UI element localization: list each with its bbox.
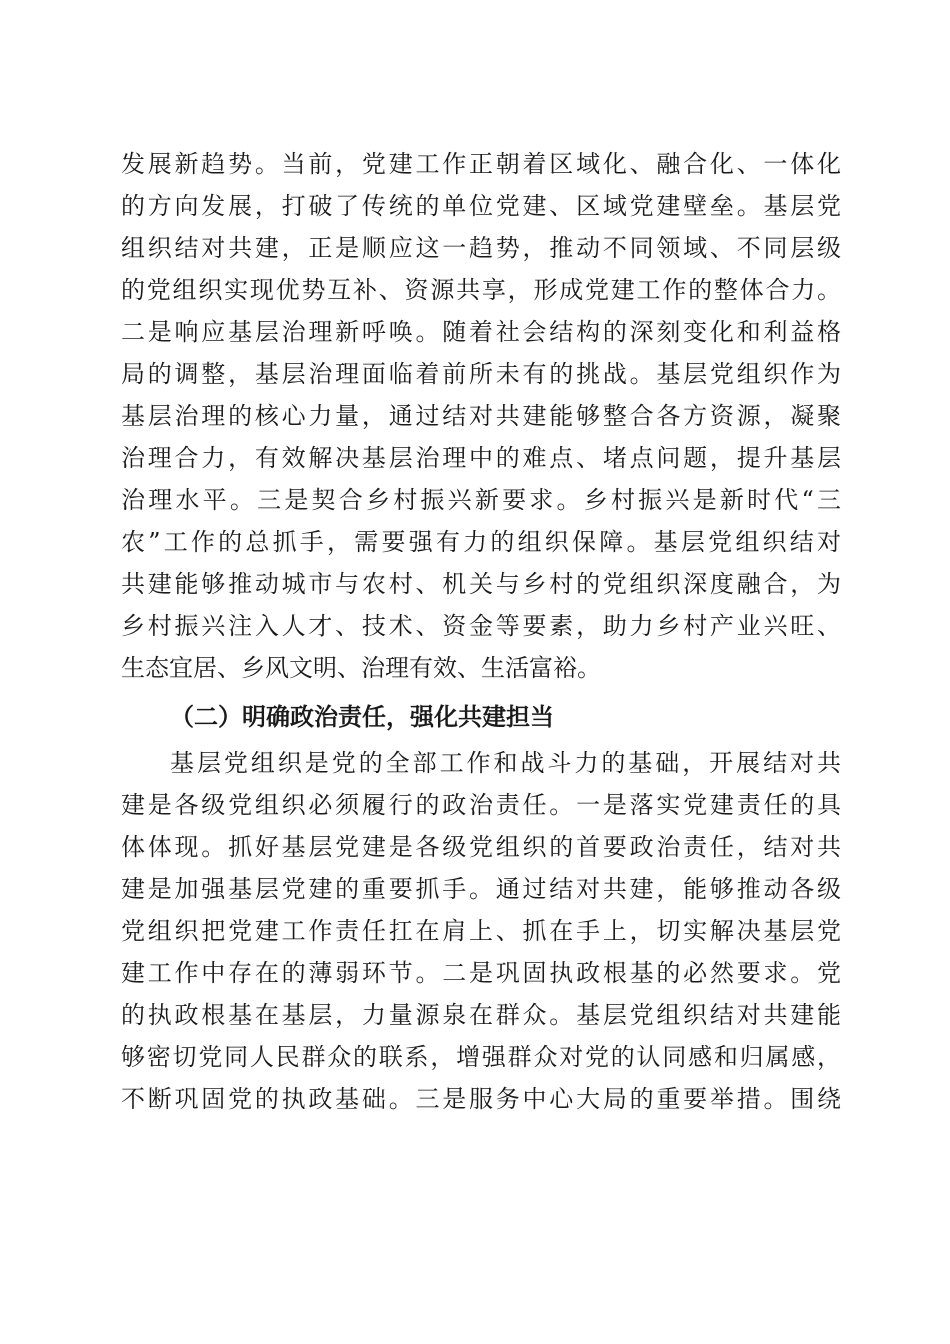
text-line: 组织结对共建，正是顺应这一趋势，推动不同领域、不同层级 xyxy=(121,234,841,262)
text-line: 治理水平。三是契合乡村振兴新要求。乡村振兴是新时代“三 xyxy=(121,486,841,514)
text-line: 治理合力，有效解决基层治理中的难点、堵点问题，提升基层 xyxy=(121,444,841,472)
text-line: 基层党组织是党的全部工作和战斗力的基础，开展结对共 xyxy=(170,749,841,777)
text-line: 基层治理的核心力量，通过结对共建能够整合各方资源，凝聚 xyxy=(121,402,841,430)
text-line: 不断巩固党的执政基础。三是服务中心大局的重要举措。围绕 xyxy=(121,1085,841,1113)
text-line: 够密切党同人民群众的联系，增强群众对党的认同感和归属感， xyxy=(121,1043,841,1071)
text-line: 发展新趋势。当前，党建工作正朝着区域化、融合化、一体化 xyxy=(121,150,841,178)
text-line: 乡村振兴注入人才、技术、资金等要素，助力乡村产业兴旺、 xyxy=(121,612,841,640)
text-line: 建是加强基层党建的重要抓手。通过结对共建，能够推动各级 xyxy=(121,875,841,903)
text-line: 建是各级党组织必须履行的政治责任。一是落实党建责任的具 xyxy=(121,791,841,819)
text-line: 党组织把党建工作责任扛在肩上、抓在手上，切实解决基层党 xyxy=(121,917,841,945)
text-line: 农”工作的总抓手，需要强有力的组织保障。基层党组织结对 xyxy=(121,528,841,556)
text-line: 体体现。抓好基层党建是各级党组织的首要政治责任，结对共 xyxy=(121,833,841,861)
text-line: 生态宜居、乡风文明、治理有效、生活富裕。 xyxy=(121,654,601,682)
text-line: 二是响应基层治理新呼唤。随着社会结构的深刻变化和利益格 xyxy=(121,318,841,346)
text-line: 的执政根基在基层，力量源泉在群众。基层党组织结对共建能 xyxy=(121,1001,841,1029)
text-line: 的党组织实现优势互补、资源共享，形成党建工作的整体合力。 xyxy=(121,276,841,304)
text-line: 共建能够推动城市与农村、机关与乡村的党组织深度融合，为 xyxy=(121,570,841,598)
text-line: 局的调整，基层治理面临着前所未有的挑战。基层党组织作为 xyxy=(121,360,841,388)
text-line: 的方向发展，打破了传统的单位党建、区域党建壁垒。基层党 xyxy=(121,192,841,220)
text-line: 建工作中存在的薄弱环节。二是巩固执政根基的必然要求。党 xyxy=(121,959,841,987)
section-heading: （二）明确政治责任，强化共建担当 xyxy=(170,702,554,731)
